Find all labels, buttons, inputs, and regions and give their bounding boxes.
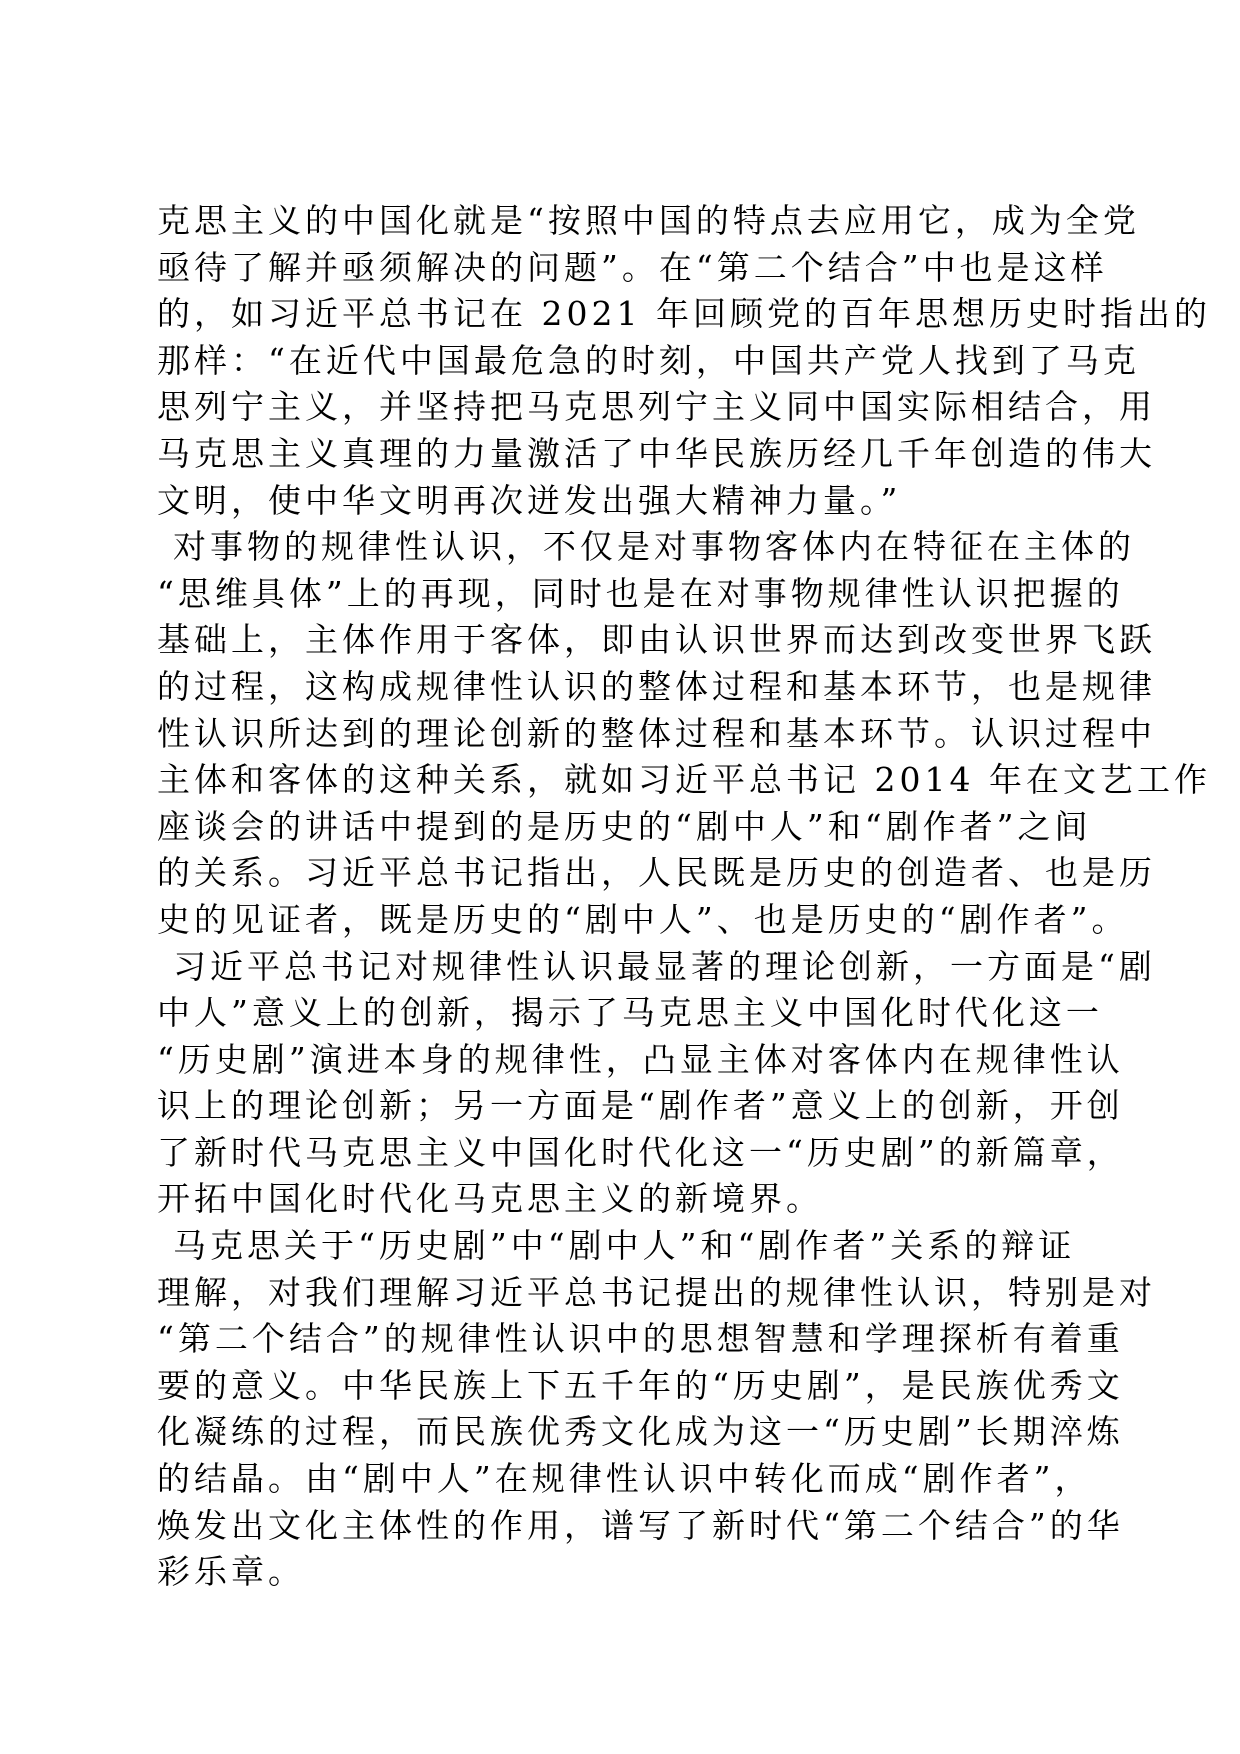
text-line: 对事物的规律性认识，不仅是对事物客体内在特征在主体的 (173, 527, 1135, 567)
text-line: 文明，使中华文明再次迸发出强大精神力量。” (157, 480, 902, 520)
text-line: 主体和客体的这种关系，就如习近平总书记 2014 年在文艺工作 (157, 760, 1211, 800)
text-line: 思列宁主义，并坚持把马克思列宁主义同中国实际相结合，用 (157, 387, 1156, 427)
paragraph-1 (157, 198, 1211, 524)
text-line: “第二个结合”的规律性认识中的思想智慧和学理探析有着重 (157, 1319, 1124, 1359)
text-line: 性认识所达到的理论创新的整体过程和基本环节。认识过程中 (157, 713, 1156, 753)
text-line: “思维具体”上的再现，同时也是在对事物规律性认识把握的 (157, 573, 1124, 613)
text-line: 了新时代马克思主义中国化时代化这一“历史剧”的新篇章， (157, 1132, 1124, 1172)
text-line: 马克思关于“历史剧”中“剧中人”和“剧作者”关系的辩证 (173, 1226, 1076, 1266)
paragraph-3 (157, 944, 1156, 1224)
text-line: 克思主义的中国化就是“按照中国的特点去应用它，成为全党 (157, 201, 1140, 240)
text-line: 彩乐章。 (157, 1552, 305, 1592)
text-line: 中人”意义上的创新，揭示了马克思主义中国化时代化这一 (157, 993, 1103, 1033)
text-line: 的关系。习近平总书记指出，人民既是历史的创造者、也是历 (157, 853, 1156, 893)
text-line: 理解，对我们理解习近平总书记提出的规律性认识，特别是对 (157, 1272, 1156, 1312)
text-line: 的，如习近平总书记在 2021 年回顾党的百年思想历史时指出的 (157, 294, 1211, 334)
text-line: 那样：“在近代中国最危急的时刻，中国共产党人找到了马克 (157, 340, 1140, 380)
text-line: 基础上，主体作用于客体，即由认识世界而达到改变世界飞跃 (157, 620, 1156, 660)
text-line: 开拓中国化时代化马克思主义的新境界。 (157, 1179, 823, 1219)
text-line: “历史剧”演进本身的规律性，凸显主体对客体内在规律性认 (157, 1039, 1124, 1079)
text-line: 史的见证者，既是历史的“剧中人”、也是历史的“剧作者”。 (157, 899, 1129, 939)
text-line: 习近平总书记对规律性认识最显著的理论创新，一方面是“剧 (173, 946, 1156, 986)
text-line: 马克思主义真理的力量激活了中华民族历经几千年创造的伟大 (157, 433, 1156, 473)
text-line: 的结晶。由“剧中人”在规律性认识中转化而成“剧作者”， (157, 1459, 1092, 1499)
paragraph-4 (157, 1223, 1156, 1596)
text-line: 的过程，这构成规律性认识的整体过程和基本环节，也是规律 (157, 666, 1156, 706)
document-body (157, 198, 1211, 1596)
text-line: 焕发出文化主体性的作用，谱写了新时代“第二个结合”的华 (157, 1505, 1124, 1545)
text-line: 座谈会的讲话中提到的是历史的“剧中人”和“剧作者”之间 (157, 806, 1092, 846)
text-line: 识上的理论创新；另一方面是“剧作者”意义上的创新，开创 (157, 1086, 1124, 1126)
text-line: 亟待了解并亟须解决的问题”。在“第二个结合”中也是这样 (157, 247, 1108, 287)
text-line: 化凝练的过程，而民族优秀文化成为这一“历史剧”长期淬炼 (157, 1412, 1124, 1452)
text-line: 要的意义。中华民族上下五千年的“历史剧”，是民族优秀文 (157, 1365, 1124, 1405)
paragraph-2 (157, 524, 1211, 943)
